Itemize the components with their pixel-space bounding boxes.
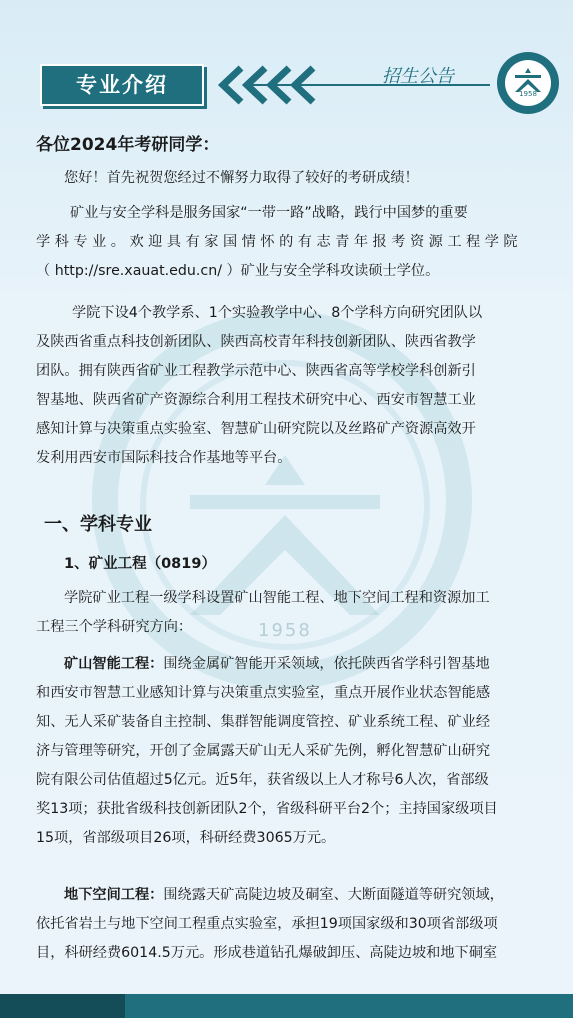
mining-smart-label: 矿山智能工程： [64, 656, 164, 672]
section-heading: 一、学科专业 [44, 514, 152, 535]
mining-smart-line [64, 650, 490, 679]
paragraph-intro-line: 矿业与安全学科是服务国家“一带一路”战略，践行中国梦的重要 [70, 205, 468, 221]
section-title-box [40, 64, 204, 106]
paragraph-college-line: 感知计算与决策重点实验室、智慧矿山研究院以及丝路矿产资源高效开 [36, 421, 476, 437]
paragraph-intro-line: 学 科 专 业 。 欢 迎 具 有 家 国 情 怀 的 有 志 青 年 报 考 资 源 工 程 学 院 [36, 234, 518, 250]
logo-emblem-icon [505, 60, 551, 106]
mining-smart-line: 和西安市智慧工业感知计算与决策重点实验室，重点开展作业状态智能感 [36, 685, 491, 701]
underground-label: 地下空间工程： [64, 887, 164, 903]
underground-line: 依托省岩土与地下空间工程重点实验室，承担19项国家级和30项省部级项 [36, 916, 498, 932]
logo-inner [505, 60, 551, 106]
mining-intro-line: 工程三个学科研究方向： [36, 619, 193, 635]
mining-smart-line: 15项，省部级项目26项，科研经费3065万元。 [36, 830, 336, 846]
logo-year: 1958 [519, 90, 537, 98]
paragraph-college-line: 发利用西安市国际科技合作基地等平台。 [36, 450, 292, 466]
mining-smart-line: 院有限公司估值超过5亿元。近5年，获省级以上人才称号6人次，省部级 [36, 772, 489, 788]
paragraph-college-line: 及陕西省重点科技创新团队、陕西高校青年科技创新团队、陕西省教学 [36, 334, 476, 350]
greeting: 各位2024年考研同学： [36, 135, 220, 155]
paragraph-intro-line: （ http://sre.xauat.edu.cn/ ）矿业与安全学科攻读硕士学位。 [36, 263, 440, 279]
underground-line: 目，科研经费6014.5万元。形成巷道钻孔爆破卸压、高陡边坡和地下硐室 [36, 945, 498, 961]
footer-bar-dark-segment [0, 994, 125, 1018]
section-title: 专业介绍 [76, 73, 168, 97]
mining-intro-line: 学院矿业工程一级学科设置矿山智能工程、地下空间工程和资源加工 [64, 590, 490, 606]
paragraph-college-line: 团队。拥有陕西省矿业工程教学示范中心、陕西省高等学校学科创新引 [36, 363, 476, 379]
mining-smart-line: 知、无人采矿装备自主控制、集群智能调度管控、矿业系统工程、矿业经 [36, 714, 491, 730]
subsection-heading: 1、矿业工程（0819） [64, 556, 216, 572]
underground-text: 围绕露天矿高陡边坡及硐室、大断面隧道等研究领域， [163, 887, 504, 903]
mining-smart-line: 济与管理等研究，开创了金属露天矿山无人采矿先例，孵化智慧矿山研究 [36, 743, 491, 759]
mining-smart-line: 奖13项；获批省级科技创新团队2个，省级科研平台2个；主持国家级项目 [36, 801, 498, 817]
paragraph-college-line: 学院下设4个教学系、1个实验教学中心、8个学科方向研究团队以 [72, 305, 483, 321]
watermark-year: 1958 [258, 620, 312, 641]
chevron-left-icon [215, 64, 385, 106]
paragraph-congrats: 您好！首先祝贺您经过不懈努力取得了较好的考研成绩！ [64, 170, 419, 186]
underground-line [64, 881, 504, 910]
mining-smart-text: 围绕金属矿智能开采领域，依托陕西省学科引智基地 [163, 656, 490, 672]
paragraph-college-line: 智基地、陕西省矿产资源综合利用工程技术研究中心、西安市智慧工业 [36, 392, 476, 408]
header [0, 0, 573, 120]
university-logo [497, 52, 559, 114]
announcement-label: 招生公告 [382, 66, 454, 87]
